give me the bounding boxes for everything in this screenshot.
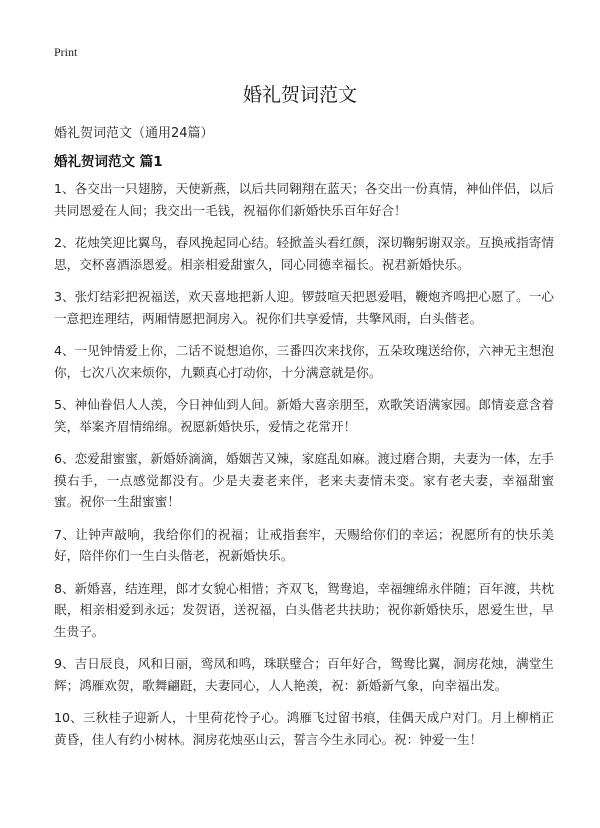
paragraph: 1、各交出一只翅膀，天使新燕，以后共同翱翔在蓝天；各交出一份真情，神仙伴侣，以后共同恩爱在人间；我交出一毛钱，祝福你们新婚快乐百年好合！ [54,181,554,218]
paragraph: 4、一见钟情爱上你，二话不说想追你，三番四次来找你，五朵玫瑰送给你，六神无主想泡你，七次八次来烦你，九颗真心打动你，十分满意就是你。 [54,343,554,380]
paragraph: 7、让钟声敲响，我给你们的祝福；让戒指套牢，天赐给你们的幸运；祝愿所有的快乐美好，陪伴你们一生白头偕老，祝新婚快乐。 [54,526,554,563]
paragraph: 2、花烛笑迎比翼鸟，春风挽起同心结。轻掀盖头看红颜，深切鞠躬谢双亲。互换戒指寄情思，交杯喜酒添恩爱。相亲相爱甜蜜久，同心同德幸福长。祝君新婚快乐。 [54,235,554,272]
paragraph: 9、吉日辰良，风和日丽，鸾凤和鸣，珠联璧合；百年好合，鸳鸯比翼，洞房花烛，满堂生辉；鸿雁欢贺，歌舞翩跹，夫妻同心，人人艳羡，祝：新婚新气象，向幸福出发。 [54,656,554,693]
document-subtitle: 婚礼贺词范文（通用24篇） [54,126,214,141]
print-link[interactable]: Print [54,45,78,59]
paragraph: 8、新婚喜，结连理，郎才女貌心相惜；齐双飞，鸳鸯追，幸福缠绵永伴随；百年渡，共枕眠，相亲相爱到永远；发贺语，送祝福，白头偕老共扶助；祝你新婚快乐，恩爱生世，早生贵子。 [54,580,554,639]
paragraph: 6、恋爱甜蜜蜜，新婚娇滴滴，婚姻苦又辣，家庭乱如麻。渡过磨合期，夫妻为一体，左手摸右手，一点感觉都没有。少是夫妻老来伴，老来夫妻情未变。家有老夫妻，幸福甜蜜蜜。祝你一生甜蜜蜜！ [54,451,554,509]
paragraph: 3、张灯结彩把祝福送，欢天喜地把新人迎。锣鼓喧天把恩爱唱，鞭炮齐鸣把心愿了。一心一意把连理结，两厢情愿把洞房入。祝你们共享爱情，共擎风雨，白头偕老。 [54,289,554,326]
paragraph: 10、三秋桂子迎新人，十里荷花怜子心。鸿雁飞过留书痕，佳偶天成户对门。月上柳梢正黄昏，佳人有约小树林。洞房花烛巫山云，誓言今生永同心。祝：钟爱一生！ [54,710,554,747]
section-heading: 婚礼贺词范文 篇1 [54,154,163,170]
paragraph: 5、神仙眷侣人人羡，今日神仙到人间。新婚大喜亲朋至，欢歌笑语满家园。郎情妾意含着笑，举案齐眉情绵绵。祝愿新婚快乐，爱情之花常开！ [54,397,554,434]
document-title: 婚礼贺词范文 [242,84,357,106]
document-body [54,178,554,761]
